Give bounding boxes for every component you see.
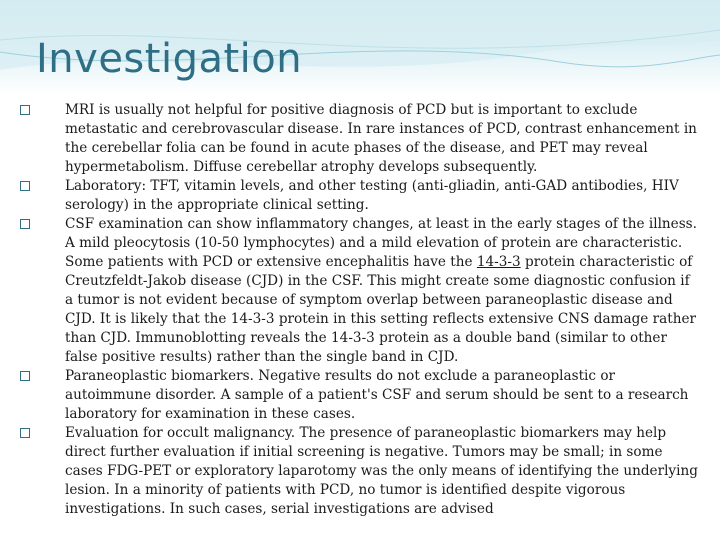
- bullet-lead: Laboratory:: [65, 178, 147, 194]
- bullet-item: [20, 177, 700, 215]
- checkbox-bullet-icon: [20, 105, 30, 115]
- bullet-lead: Paraneoplastic biomarkers.: [65, 368, 254, 384]
- bullet-list: [20, 101, 700, 519]
- bullet-item: [20, 367, 700, 424]
- checkbox-bullet-icon: [20, 428, 30, 438]
- bullet-item: [20, 424, 700, 519]
- bullet-item: [20, 101, 700, 177]
- bullet-text: CSF examination can show inflammatory changes, at least in the early stages of the illness. A mild pleocytosis (10-50 lymphocytes) and a mild elevation of protein are characteristic. Some patients with PCD or extensive encephalitis have the: [65, 216, 697, 270]
- bullet-text: TFT, vitamin levels, and other testing (anti-gliadin, anti-GAD antibodies, HIV serology) in the appropriate clinical setting.: [65, 178, 679, 213]
- bullet-lead: Evaluation for occult malignancy.: [65, 425, 296, 441]
- bullet-text: The presence of paraneoplastic biomarkers may help direct further evaluation if initial screening is negative. Tumors may be small; in some cases FDG-PET or exploratory laparotomy was the only means of identifying the underlying lesion. In a minority of patients with PCD, no tumor is identified despite vigorous investigations. In such cases, serial investigations are advised: [65, 425, 698, 517]
- bullet-underlined-text: 14-3-3: [476, 254, 521, 270]
- checkbox-bullet-icon: [20, 219, 30, 229]
- slide-title: Investigation: [36, 36, 303, 82]
- bullet-text: Negative results do not exclude a paraneoplastic or autoimmune disorder. A sample of a patient's CSF and serum should be sent to a research laboratory for examination in these cases.: [65, 368, 689, 422]
- bullet-text: protein characteristic of Creutzfeldt-Jakob disease (CJD) in the CSF. This might create some diagnostic confusion if a tumor is not evident because of symptom overlap between paraneoplastic disease and CJD. It is likely that the 14-3-3 protein in this setting reflects extensive CNS damage rather than CJD. Immunoblotting reveals the 14-3-3 protein as a double band (similar to other false positive results) rather than the single band in CJD.: [65, 254, 697, 365]
- bullet-text: MRI is usually not helpful for positive diagnosis of PCD but is important to exclude metastatic and cerebrovascular disease. In rare instances of PCD, contrast enhancement in the cerebellar folia can be found in acute phases of the disease, and PET may reveal hypermetabolism. Diffuse cerebellar atrophy develops subsequently.: [65, 102, 697, 175]
- bullet-item: [20, 215, 700, 367]
- checkbox-bullet-icon: [20, 181, 30, 191]
- checkbox-bullet-icon: [20, 371, 30, 381]
